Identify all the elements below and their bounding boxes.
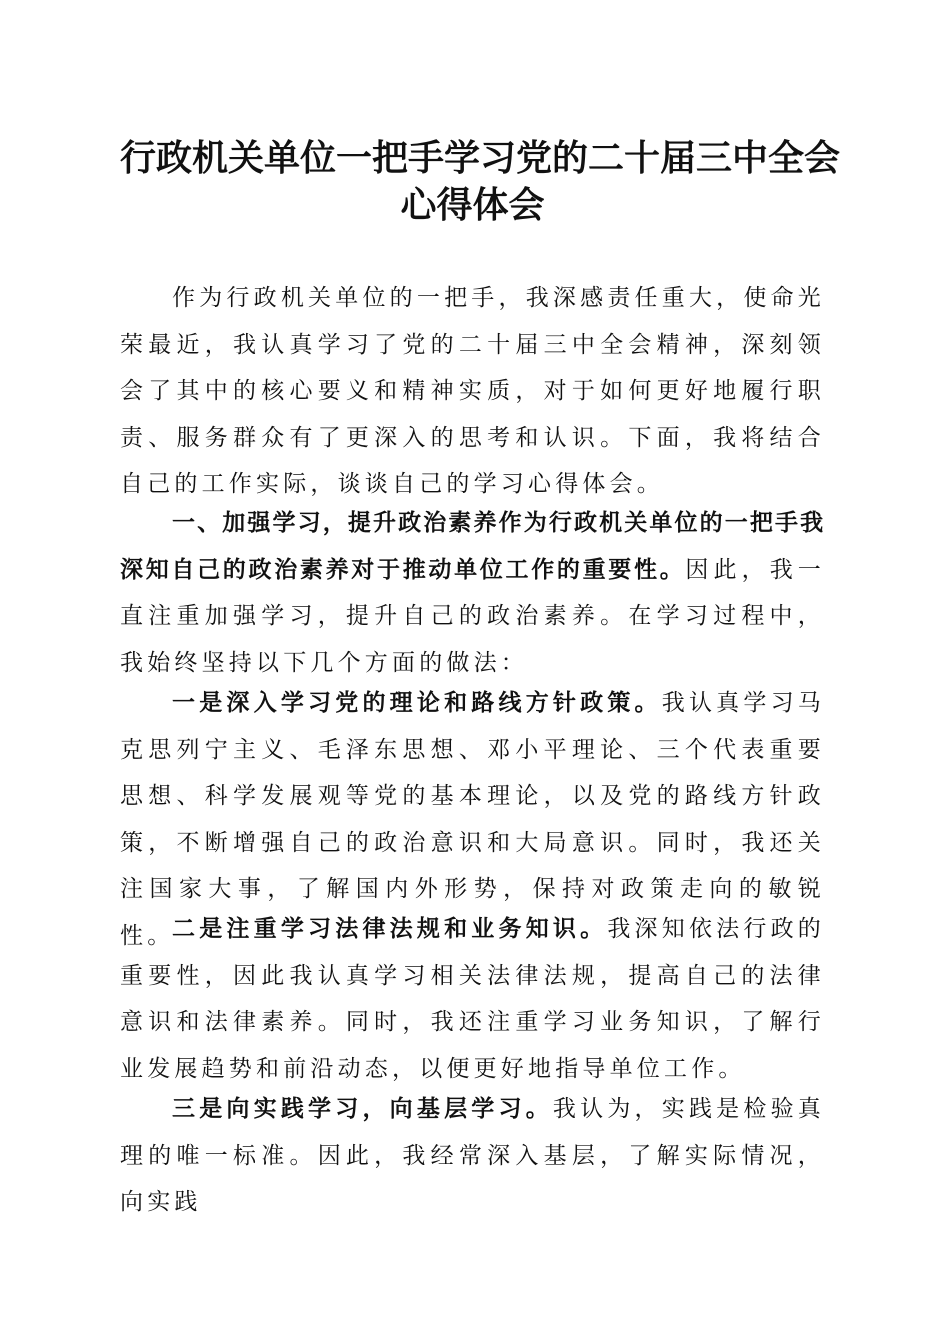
- point3-lead: 三是向实践学习，向基层学习。: [172, 1095, 553, 1122]
- point1-lead: 一是深入学习党的理论和路线方针政策。: [172, 689, 662, 716]
- document-title-line1: 行政机关单位一把手学习党的二十届三中全会: [120, 137, 841, 179]
- intro-paragraph: 作为行政机关单位的一把手，我深感责任重大，使命光荣最近，我认真学习了党的二十届三中全会精神，深刻领会了其中的核心要义和精神实质，对于如何更好地履行职责、服务群众有了更深入的思考和认识。下面，我将结合自己的工作实际，谈谈自己的学习心得体会。: [120, 285, 825, 498]
- document-title-line2: 心得体会: [400, 184, 545, 226]
- point2-body: 我深知依法行政的重要性，因此我认真学习相关法律法规，提高自己的法律意识和法律素养。同时，我还注重学习业务知识，了解行业发展趋势和前沿动态，以便更好地指导单位工作。: [120, 916, 826, 1082]
- point1-body: 我认真学习马克思列宁主义、毛泽东思想、邓小平理论、三个代表重要思想、科学发展观等党的基本理论，以及党的路线方针政策，不断增强自己的政治意识和大局意识。同时，我还关注国家大事，了解国内外形势，保持对政策走向的敏锐性。: [120, 690, 825, 949]
- section1-body: 因此，我一直注重加强学习，提升自己的政治素养。在学习过程中，我始终坚持以下几个方面的做法：: [120, 556, 826, 676]
- point3-body: 我认为，实践是检验真理的唯一标准。因此，我经常深入基层，了解实际情况，向实践: [120, 1096, 825, 1216]
- section1-paragraph: [120, 500, 825, 686]
- point2-lead: 二是注重学习法律法规和业务知识。: [172, 915, 608, 942]
- point3-paragraph: [120, 1086, 825, 1226]
- point2-paragraph: [120, 906, 825, 1092]
- section1-heading: 一、加强学习，提升政治素养作为行政机关单位的一把手我深知自己的政治素养对于推动单位工作的重要性。: [120, 510, 825, 583]
